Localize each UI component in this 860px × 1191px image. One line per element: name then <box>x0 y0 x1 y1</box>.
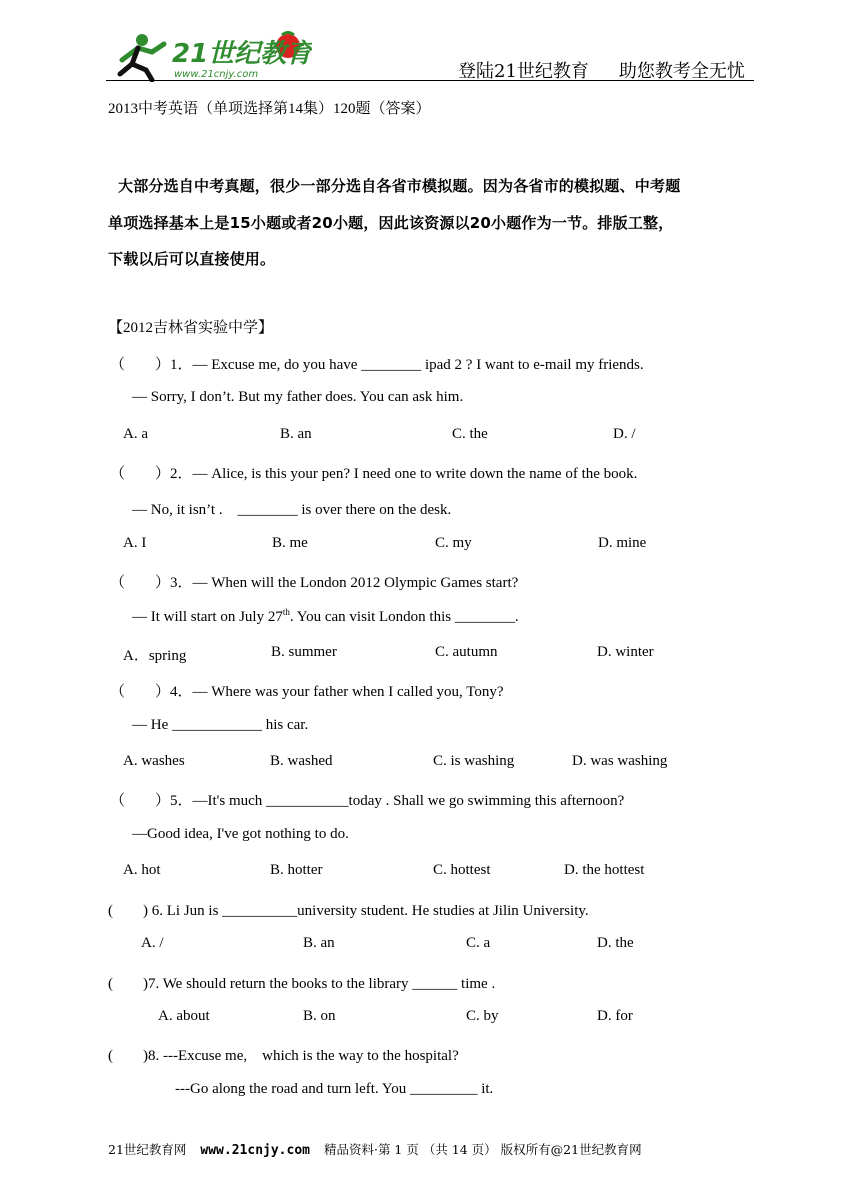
option-d: D. the <box>597 935 634 951</box>
option-b: B. on <box>303 1008 336 1024</box>
option-d: D. was washing <box>572 753 668 769</box>
option-c: C. the <box>452 426 488 442</box>
slogan-left: 登陆21世纪教育 <box>458 61 589 82</box>
footer-url-link[interactable]: www.21cnjy.com <box>200 1143 310 1158</box>
answer-line-3 <box>132 607 519 626</box>
option-d: D. / <box>613 426 636 442</box>
question-4: （ ）4．— Where was your father when I called you, Tony? <box>110 684 504 700</box>
option-a: A. / <box>141 935 164 951</box>
intro-paragraph <box>108 168 760 278</box>
option-a: A. a <box>123 426 148 442</box>
ordinal-suffix: th <box>282 607 290 617</box>
question-1: （ ）1．— Excuse me, do you have ________ ipad 2 ? I want to e-mail my friends. <box>110 357 644 373</box>
option-a: A. washes <box>123 753 185 769</box>
answer-line-4: — He ____________ his car. <box>132 717 309 733</box>
option-d: D. winter <box>597 644 654 660</box>
option-c: C. autumn <box>435 644 498 660</box>
option-c: C. hottest <box>433 862 491 878</box>
option-a: A. about <box>158 1008 210 1024</box>
section-heading: 【2012吉林省实验中学】 <box>108 320 274 336</box>
answer-line-5: —Good idea, I've got nothing to do. <box>132 826 349 842</box>
answer-text: . You can visit London this ________. <box>289 609 519 625</box>
intro-line: 下载以后可以直接使用。 <box>108 250 276 268</box>
option-b: B. hotter <box>270 862 323 878</box>
option-c: C. a <box>466 935 491 951</box>
question-3: （ ）3．— When will the London 2012 Olympic Games start? <box>110 575 519 591</box>
document-title: 2013中考英语（单项选择第14集）120题（答案） <box>108 101 431 117</box>
logo-text: 21世纪教育 <box>172 39 312 69</box>
footer-site: 21世纪教育网 <box>108 1142 187 1157</box>
option-d: D. mine <box>598 535 647 551</box>
option-a: A. hot <box>123 862 161 878</box>
header-rule <box>106 80 754 81</box>
question-2: （ ）2．— Alice, is this your pen? I need one to write down the name of the book. <box>110 466 638 482</box>
option-a: A. I <box>123 535 147 551</box>
answer-text: — It will start on July 27 <box>132 609 283 625</box>
option-b: B. washed <box>270 753 333 769</box>
option-d: D. for <box>597 1008 633 1024</box>
option-a: A．spring <box>123 648 187 664</box>
question-8: ( )8. ---Excuse me, which is the way to the hospital? <box>108 1048 459 1064</box>
answer-line-8: ---Go along the road and turn left. You _________ it. <box>175 1081 494 1097</box>
option-b: B. summer <box>271 644 337 660</box>
answer-line-2: — No, it isn’t . ________ is over there on the desk. <box>132 502 452 518</box>
option-b: B. an <box>280 426 312 442</box>
option-c: C. my <box>435 535 472 551</box>
page-footer <box>108 1140 642 1158</box>
logo <box>112 30 312 82</box>
option-d: D. the hottest <box>564 862 645 878</box>
intro-line: 大部分选自中考真题，很少一部分选自各省市模拟题。因为各省市的模拟题、中考题 <box>118 177 681 195</box>
intro-line: 单项选择基本上是15小题或者20小题，因此该资源以20小题作为一节。排版工整， <box>108 213 674 232</box>
logo-url: www.21cnjy.com <box>174 69 259 80</box>
question-7: ( )7. We should return the books to the library ______ time . <box>108 976 496 992</box>
logo-graphic <box>112 30 312 82</box>
slogan-right: 助您教考全无忧 <box>618 61 745 82</box>
option-c: C. is washing <box>433 753 515 769</box>
footer-info: 精品资料·第 1 页 （共 14 页） 版权所有@21世纪教育网 <box>323 1142 642 1157</box>
option-b: B. me <box>272 535 308 551</box>
option-b: B. an <box>303 935 335 951</box>
answer-line-1: — Sorry, I don’t. But my father does. You can ask him. <box>132 389 464 405</box>
question-5: （ ）5．—It's much ___________today . Shall we go swimming this afternoon? <box>110 793 625 809</box>
question-6: ( ) 6. Li Jun is __________university student. He studies at Jilin University. <box>108 903 589 919</box>
option-c: C. by <box>466 1008 499 1024</box>
